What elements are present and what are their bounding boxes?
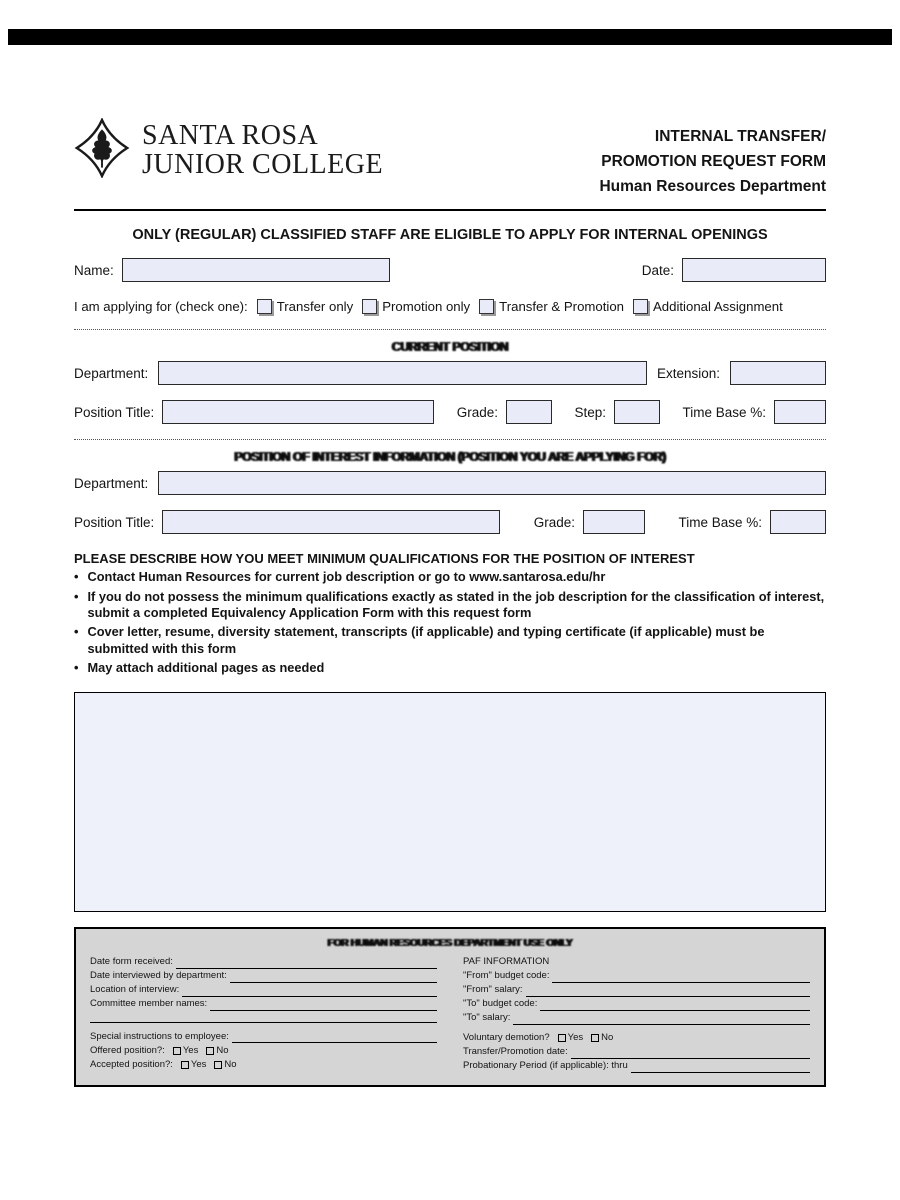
voluntary-demotion-yes-label: Yes: [567, 1032, 584, 1044]
bullet-icon: •: [74, 569, 79, 585]
position-of-interest-section-title: POSITION OF INTEREST INFORMATION (POSITION YOU ARE APPLYING FOR): [234, 450, 666, 465]
qualifications-bullets: [74, 569, 826, 676]
hr-field-row: [463, 998, 810, 1011]
name-label: Name:: [74, 262, 114, 278]
current-step-label: Step:: [574, 404, 607, 420]
bullet-text: May attach additional pages as needed: [87, 660, 325, 676]
interest-time-base-label: Time Base %:: [678, 514, 762, 530]
date-label: Date:: [641, 262, 674, 278]
applying-for-row: [74, 299, 826, 314]
form-title-line3: Human Resources Department: [599, 178, 826, 196]
fill-in-line: [526, 986, 810, 997]
current-time-base-input[interactable]: [774, 400, 826, 424]
fill-in-line: [571, 1048, 810, 1059]
current-time-base-label: Time Base %:: [682, 404, 766, 420]
bullet-text: Cover letter, resume, diversity statement, transcripts (if applicable) and typing certificate (if applicable) must be submitted with this form: [87, 624, 765, 656]
fill-in-line: [182, 986, 437, 997]
additional-assignment-label: Additional Assignment: [653, 299, 783, 315]
committee-member-names-label: Committee member names:: [90, 998, 208, 1010]
voluntary-demotion-yes-checkbox[interactable]: [558, 1034, 566, 1042]
college-logo: [74, 118, 383, 183]
accepted-no-label: No: [224, 1058, 237, 1070]
spacer: [90, 1023, 437, 1029]
qualifications-heading: PLEASE DESCRIBE HOW YOU MEET MINIMUM QUALIFICATIONS FOR THE POSITION OF INTEREST: [74, 551, 695, 567]
date-interviewed-label: Date interviewed by department:: [90, 970, 227, 982]
current-position-section-title: CURRENT POSITION: [391, 340, 509, 355]
interest-position-title-label: Position Title:: [74, 514, 155, 530]
current-department-label: Department:: [74, 365, 149, 381]
paf-information-header-row: [463, 956, 810, 969]
college-name: [142, 119, 384, 180]
hr-field-row: [463, 1060, 810, 1073]
spacer: [463, 1025, 810, 1031]
location-of-interview-label: Location of interview:: [90, 984, 180, 996]
transfer-promotion-checkbox[interactable]: [479, 299, 494, 314]
offered-position-row: [90, 1045, 437, 1058]
form-title: [599, 118, 826, 199]
accepted-position-label: Accepted position?:: [90, 1058, 173, 1070]
interest-department-label: Department:: [74, 475, 149, 491]
bullet-item: [74, 569, 826, 585]
fill-in-line: [176, 958, 437, 969]
offered-position-label: Offered position?:: [90, 1044, 165, 1056]
interest-department-input[interactable]: [158, 471, 826, 495]
promotion-only-checkbox[interactable]: [362, 299, 377, 314]
hr-field-row: [90, 970, 437, 983]
accepted-yes-label: Yes: [190, 1058, 207, 1070]
fill-in-line: [540, 1000, 810, 1011]
header: [74, 118, 826, 199]
interest-position-title-row: [74, 510, 826, 534]
top-black-bar: [8, 29, 892, 45]
section-divider-2: [74, 439, 826, 440]
fill-in-line: [631, 1062, 810, 1073]
bullet-icon: •: [74, 624, 79, 640]
hr-field-row: [90, 998, 437, 1011]
date-form-received-label: Date form received:: [90, 956, 173, 968]
option-transfer-only: [257, 299, 353, 314]
fill-in-line: [513, 1014, 810, 1025]
hr-field-row: [463, 1046, 810, 1059]
accepted-yes-checkbox[interactable]: [181, 1061, 189, 1069]
current-position-title-row: [74, 400, 826, 424]
hr-section-title: FOR HUMAN RESOURCES DEPARTMENT USE ONLY: [327, 936, 573, 949]
offered-no-label: No: [216, 1044, 229, 1056]
interest-grade-label: Grade:: [533, 514, 576, 530]
voluntary-demotion-no-label: No: [601, 1032, 614, 1044]
hr-field-row: [463, 1012, 810, 1025]
current-position-title-input[interactable]: [162, 400, 434, 424]
bullet-item: [74, 660, 826, 676]
hr-field-row: [90, 1031, 437, 1044]
college-name-line2: JUNIOR COLLEGE: [142, 148, 384, 180]
current-step-input[interactable]: [614, 400, 660, 424]
hr-field-row: [90, 1012, 437, 1023]
current-position-title-label: Position Title:: [74, 404, 155, 420]
hr-use-only-box: [74, 927, 826, 1087]
transfer-promotion-date-label: Transfer/Promotion date:: [463, 1046, 568, 1058]
from-budget-code-label: "From" budget code:: [463, 970, 550, 982]
offered-yes-label: Yes: [182, 1044, 199, 1056]
bullet-icon: •: [74, 588, 79, 604]
hr-columns: [90, 955, 810, 1073]
to-budget-code-label: "To" budget code:: [463, 998, 538, 1010]
voluntary-demotion-label: Voluntary demotion?: [463, 1032, 550, 1044]
bullet-text: If you do not possess the minimum qualifications exactly as stated in the job description for the classification of interest, submit a completed Equivalency Application Form with this request form: [87, 588, 825, 621]
hr-field-row: [463, 970, 810, 983]
form-title-line2: PROMOTION REQUEST FORM: [601, 153, 826, 171]
current-grade-input[interactable]: [506, 400, 552, 424]
accepted-position-row: [90, 1059, 437, 1072]
option-promotion-only: [362, 299, 470, 314]
fill-in-line: [210, 1000, 437, 1011]
interest-position-title-input[interactable]: [162, 510, 500, 534]
offered-no-checkbox[interactable]: [206, 1047, 214, 1055]
fill-in-line: [230, 972, 437, 983]
special-instructions-label: Special instructions to employee:: [90, 1030, 229, 1042]
hr-left-column: [90, 955, 437, 1073]
hr-field-row: [90, 984, 437, 997]
bullet-item: [74, 589, 826, 622]
interest-time-base-input[interactable]: [770, 510, 826, 534]
probationary-period-label: Probationary Period (if applicable): thru: [463, 1060, 628, 1072]
accepted-no-checkbox[interactable]: [214, 1061, 222, 1069]
hr-field-row: [90, 956, 437, 969]
fill-in-line: [552, 972, 810, 983]
voluntary-demotion-row: [463, 1032, 810, 1045]
current-extension-label: Extension:: [656, 365, 720, 381]
fill-in-line: [90, 1012, 437, 1023]
hr-right-column: [463, 955, 810, 1073]
current-extension-input[interactable]: [730, 361, 826, 385]
current-grade-label: Grade:: [456, 404, 499, 420]
date-input[interactable]: [682, 258, 826, 282]
interest-department-row: [74, 471, 826, 495]
applying-for-label: I am applying for (check one):: [74, 299, 248, 315]
form-title-line1: INTERNAL TRANSFER/: [654, 128, 826, 145]
qualifications-textarea[interactable]: [74, 692, 826, 912]
transfer-only-label: Transfer only: [276, 299, 354, 315]
current-department-row: [74, 361, 826, 385]
current-department-input[interactable]: [158, 361, 647, 385]
to-salary-label: "To" salary:: [463, 1012, 511, 1024]
voluntary-demotion-no-checkbox[interactable]: [591, 1034, 599, 1042]
option-transfer-promotion: [479, 299, 624, 314]
name-input[interactable]: [122, 258, 390, 282]
bullet-icon: •: [74, 660, 79, 676]
name-date-row: [74, 258, 826, 282]
section-divider-1: [74, 329, 826, 330]
bullet-item: [74, 624, 826, 657]
additional-assignment-checkbox[interactable]: [633, 299, 648, 314]
transfer-promotion-label: Transfer & Promotion: [499, 299, 624, 315]
bullet-text: Contact Human Resources for current job description or go to www.santarosa.edu/hr: [87, 569, 606, 585]
hr-field-row: [463, 984, 810, 997]
from-salary-label: "From" salary:: [463, 984, 523, 996]
promotion-only-label: Promotion only: [382, 299, 471, 315]
fill-in-line: [232, 1032, 437, 1043]
interest-grade-input[interactable]: [583, 510, 645, 534]
eligibility-notice: ONLY (REGULAR) CLASSIFIED STAFF ARE ELIGIBLE TO APPLY FOR INTERNAL OPENINGS: [132, 227, 768, 244]
option-additional-assignment: [633, 299, 783, 314]
college-name-line1: SANTA ROSA: [142, 119, 319, 151]
paf-information-header: PAF INFORMATION: [463, 956, 550, 968]
header-divider: [74, 209, 826, 211]
transfer-only-checkbox[interactable]: [257, 299, 272, 314]
offered-yes-checkbox[interactable]: [173, 1047, 181, 1055]
oak-leaf-emblem-icon: [74, 118, 130, 183]
